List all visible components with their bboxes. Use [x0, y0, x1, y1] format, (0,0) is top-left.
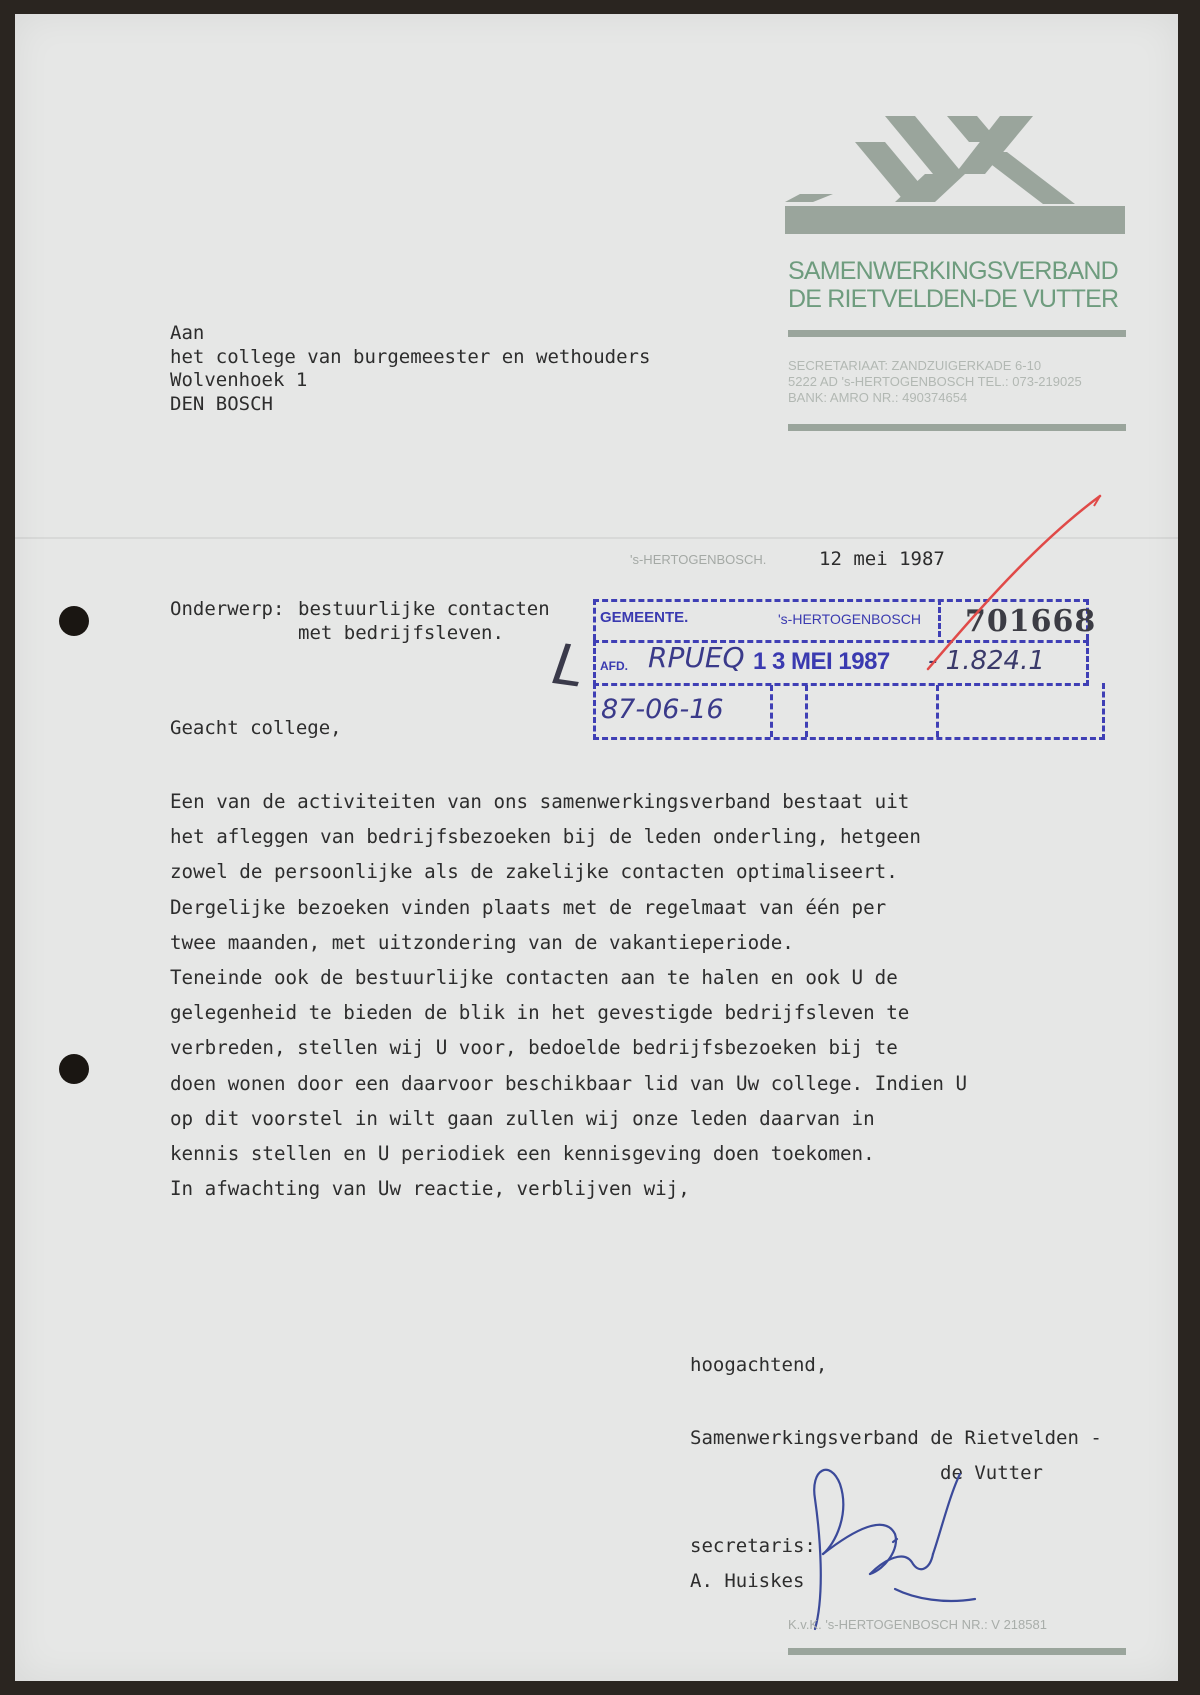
closing: hoogachtend,: [690, 1354, 828, 1376]
contact-phone: 5222 AD 's-HERTOGENBOSCH TEL.: 073-219025: [788, 374, 1082, 389]
stamp-received-date: 1 3 MEI 1987: [753, 648, 890, 675]
subject-label: Onderwerp:: [170, 598, 285, 620]
stamp-dept-handwritten: RPUEQ: [648, 641, 745, 674]
fold-line: [15, 537, 1178, 539]
contact-bank: BANK: AMRO NR.: 490374654: [788, 390, 968, 405]
signer-role: secretaris:: [690, 1535, 816, 1557]
organization-name-line2: DE RIETVELDEN-DE VUTTER: [788, 285, 1119, 313]
stamp-dept-label: AFD.: [600, 659, 628, 673]
letterhead-rule-top: [788, 330, 1126, 337]
letter-page: [15, 14, 1178, 1681]
margin-handwritten-mark: L: [548, 632, 589, 701]
salutation: Geacht college,: [170, 717, 342, 739]
stamp-registration-number: 701668: [965, 604, 1097, 639]
stamp-municipality-label: GEMEENTE.: [600, 609, 689, 626]
recipient-address: Aan het college van burgemeester en wethouders Wolvenhoek 1 DEN BOSCH: [170, 322, 651, 415]
letter-date: 12 mei 1987: [819, 548, 945, 570]
punch-hole-bottom: [59, 1054, 89, 1084]
organization-logo: [785, 114, 1125, 234]
organization-name-line1: SAMENWERKINGSVERBAND: [788, 257, 1118, 285]
dateline-place: 's-HERTOGENBOSCH.: [630, 552, 767, 567]
signer-name: A. Huiskes: [690, 1570, 805, 1592]
chamber-of-commerce-number: K.v.K. 's-HERTOGENBOSCH NR.: V 218581: [788, 1617, 1047, 1632]
subject-line2: met bedrijfsleven.: [298, 622, 504, 644]
subject-line1: bestuurlijke contacten: [298, 598, 550, 620]
stamp-city: 's-HERTOGENBOSCH: [778, 611, 921, 627]
stamp-handwritten-date: 87-06-16: [601, 694, 724, 725]
stamp-file-code: - 1.824.1: [928, 646, 1045, 676]
contact-address: SECRETARIAAT: ZANDZUIGERKADE 6-10: [788, 358, 1042, 373]
letterhead-rule-bottom: [788, 424, 1126, 431]
footer-rule: [788, 1648, 1126, 1655]
signature-organization-line1: Samenwerkingsverband de Rietvelden -: [690, 1427, 1102, 1449]
letter-body: Een van de activiteiten van ons samenwerkingsverband bestaat uit het afleggen van bedrijfsbezoeken bij de leden onderling, hetgeen zowel de persoonlijke als de zakelijke contacten optimaliseert. Dergelijke bezoeken vinden plaats met de regelmaat van één per twee maanden, met uitzondering van de vakantieperiode. Teneinde ook de bestuurlijke contacten aan te halen en ook U de gelegenheid te bieden de blik in het gevestigde bedrijfsleven te verbreden, stellen wij U voor, bedoelde bedrijfsbezoeken bij te doen wonen door een daarvoor beschikbaar lid van Uw college. Indien U op dit voorstel in wilt gaan zullen wij onze leden daarvan in kennis stellen en U periodiek een kennisgeving doen toekomen. In afwachting van Uw reactie, verblijven wij,: [170, 790, 968, 1201]
punch-hole-top: [59, 606, 89, 636]
signature-organization-line2: de Vutter: [940, 1462, 1043, 1484]
registration-stamp: [593, 599, 1097, 763]
